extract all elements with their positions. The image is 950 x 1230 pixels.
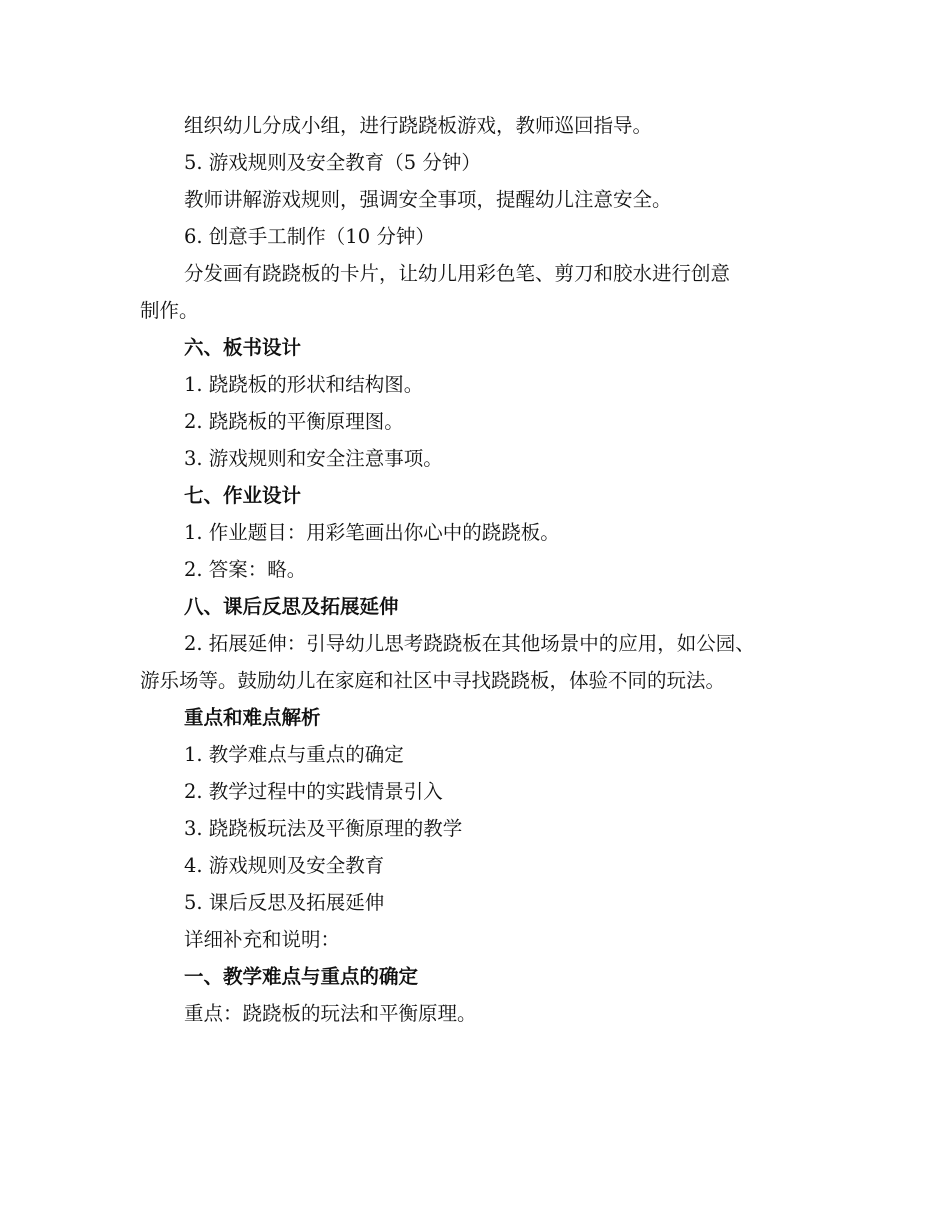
homework-item-1: 1. 作业题目：用彩笔画出你心中的跷跷板。 [184,521,560,544]
key-point-item-2: 2. 教学过程中的实践情景引入 [184,780,443,803]
section-heading-homework: 七、作业设计 [184,484,302,507]
detail-intro: 详细补充和说明： [184,928,341,951]
reflection-extension-line-1: 2. 拓展延伸：引导幼儿思考跷跷板在其他场景中的应用，如公园、 [184,632,755,655]
section-heading-board-design: 六、板书设计 [184,336,302,359]
paragraph-craft-line-2: 制作。 [140,299,199,322]
step-5-title: 5. 游戏规则及安全教育（5 分钟） [184,151,481,174]
key-point-item-5: 5. 课后反思及拓展延伸 [184,891,385,914]
board-design-item-1: 1. 跷跷板的形状和结构图。 [184,373,424,396]
key-point-item-1: 1. 教学难点与重点的确定 [184,743,404,766]
key-point-item-3: 3. 跷跷板玩法及平衡原理的教学 [184,817,463,840]
board-design-item-2: 2. 跷跷板的平衡原理图。 [184,410,404,433]
homework-item-2: 2. 答案：略。 [184,558,307,581]
step-6-title: 6. 创意手工制作（10 分钟） [184,225,435,248]
section-heading-reflection: 八、课后反思及拓展延伸 [184,595,399,618]
paragraph-key-point: 重点：跷跷板的玩法和平衡原理。 [184,1002,477,1025]
board-design-item-3: 3. 游戏规则和安全注意事项。 [184,447,443,470]
section-heading-difficulty: 一、教学难点与重点的确定 [184,965,419,988]
document-body [140,107,820,1032]
key-point-item-4: 4. 游戏规则及安全教育 [184,854,385,877]
paragraph-group-play: 组织幼儿分成小组，进行跷跷板游戏，教师巡回指导。 [184,114,653,137]
paragraph-craft-line-1: 分发画有跷跷板的卡片，让幼儿用彩色笔、剪刀和胶水进行创意 [184,262,731,285]
section-heading-key-points: 重点和难点解析 [184,706,321,729]
paragraph-safety: 教师讲解游戏规则，强调安全事项，提醒幼儿注意安全。 [184,188,672,211]
reflection-extension-line-2: 游乐场等。鼓励幼儿在家庭和社区中寻找跷跷板，体验不同的玩法。 [140,669,726,692]
